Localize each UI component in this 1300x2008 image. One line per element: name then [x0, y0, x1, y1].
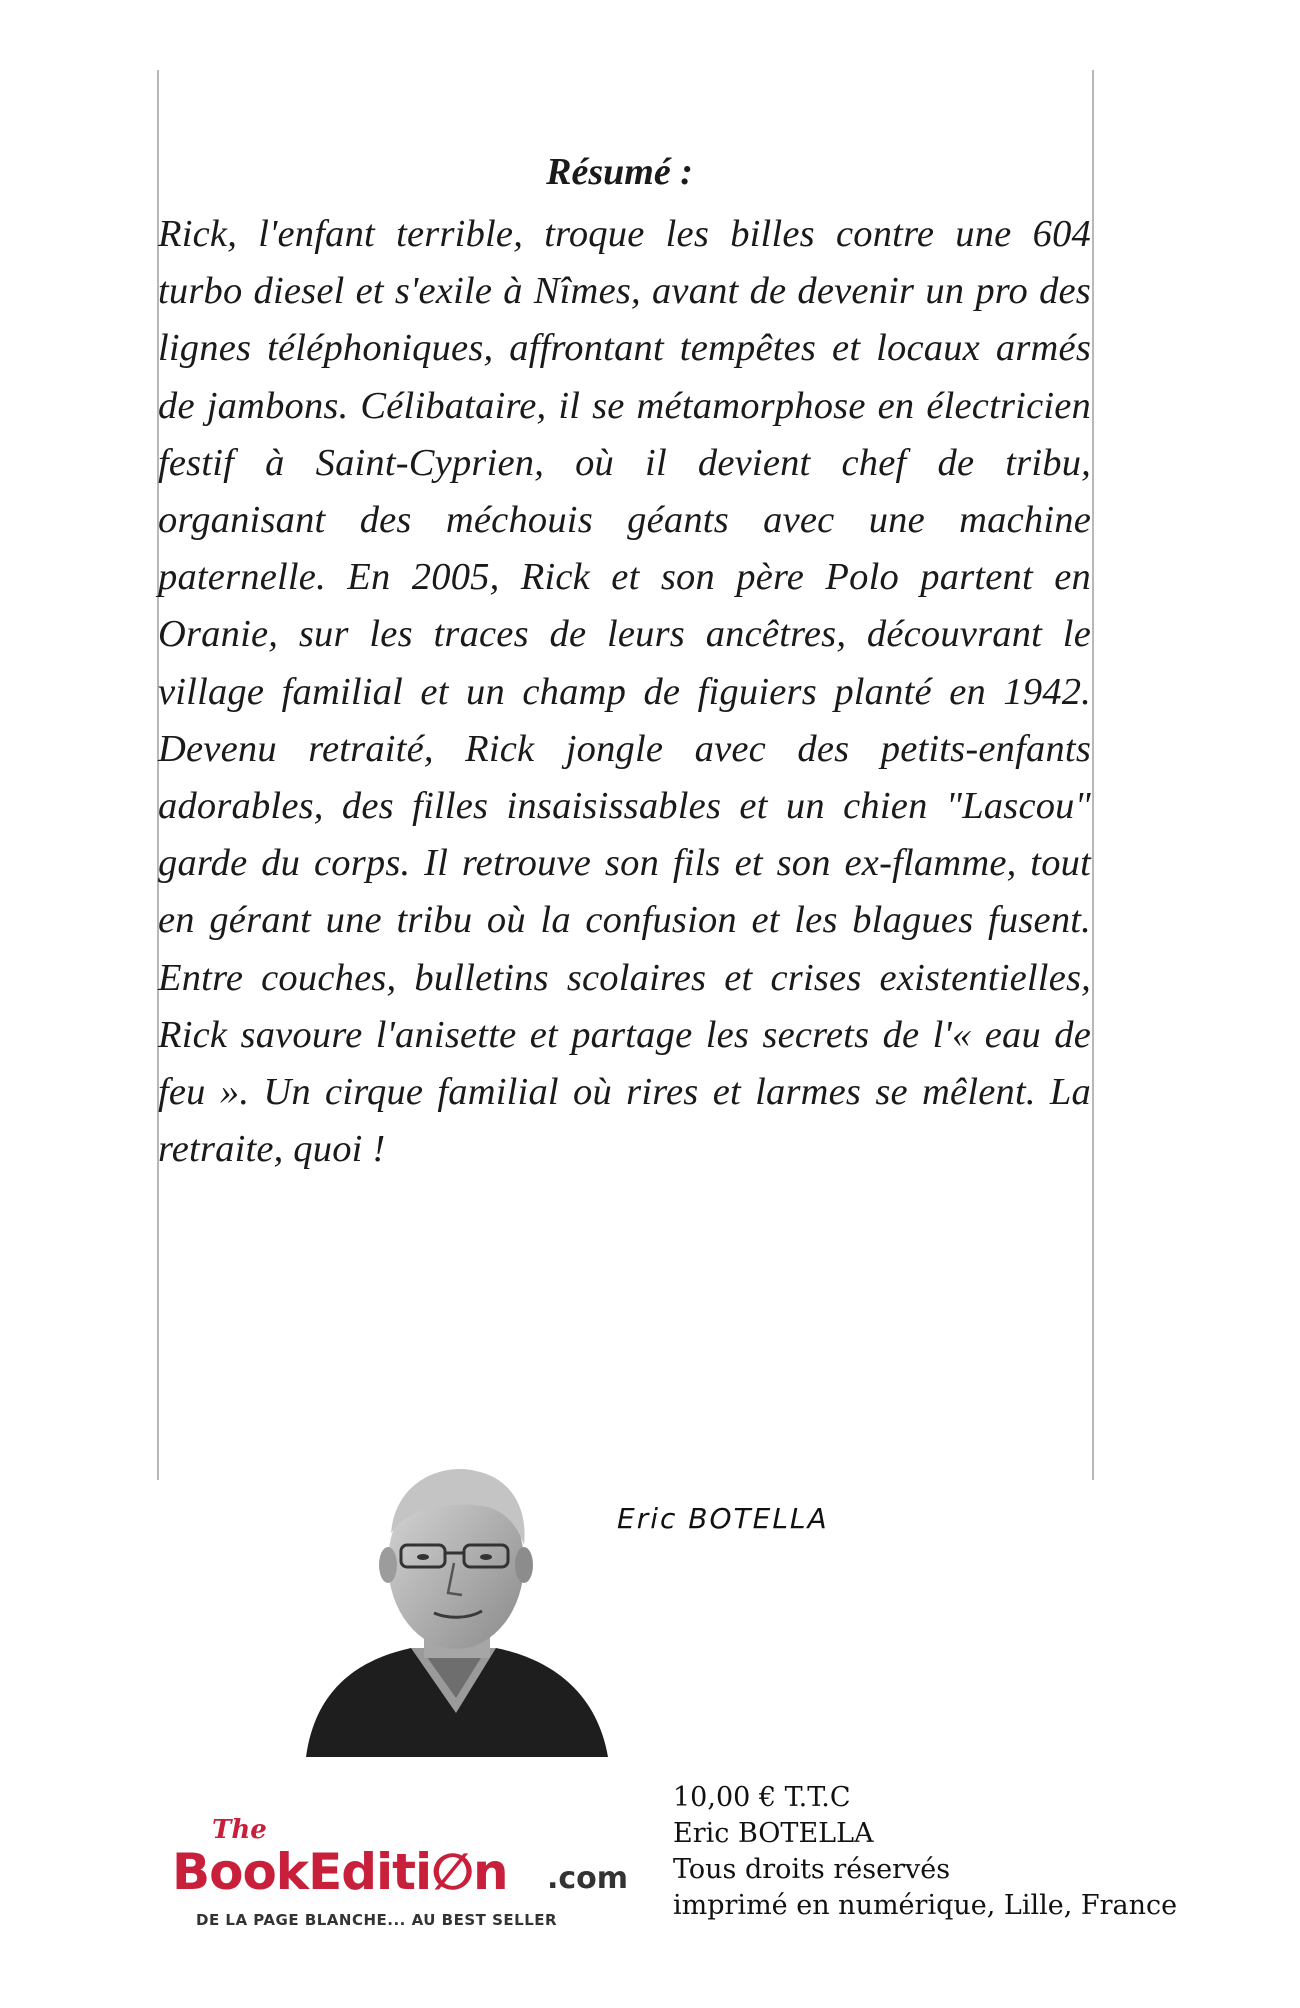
author-portrait-image — [296, 1453, 608, 1757]
colophon-block — [673, 1780, 1177, 1924]
summary-title: Résumé : — [546, 151, 693, 193]
printing-text: imprimé en numérique, Lille, France — [673, 1890, 1178, 1921]
logo-main-text: BookEditi∅n — [172, 1843, 508, 1901]
summary-section — [158, 150, 1091, 1178]
logo-the-text: The — [212, 1815, 267, 1845]
summary-text: Rick, l'enfant terrible, troque les billes contre une 604 turbo diesel et s'exile à Nîmes, avant de devenir un pro des lignes téléphoniques, affrontant tempêtes et locaux armés de jambons. Célibataire, il se métamorphose en électricien festif à Saint-Cyprien, où il devient chef de tribu, organisant des méchouis géants avec une machine paternelle. En 2005, Rick et son père Polo partent en Oranie, sur les traces de leurs ancêtres, découvrant le village familial et un champ de figuiers planté en 1942. Devenu retraité, Rick jongle avec des petits-enfants adorables, des filles insaisissables et un chien "Lascou" garde du corps. Il retrouve son fils et son ex-flamme, tout en gérant une tribu où la confusion et les blagues fusent. Entre couches, bulletins scolaires et crises existentielles, Rick savoure l'anisette et partage les secrets de l'« eau de feu ». Un cirque familial où rires et larmes se mêlent. La retraite, quoi ! — [158, 213, 1091, 1171]
publisher-logo — [172, 1815, 629, 1935]
logo-tagline: DE LA PAGE BLANCHE... AU BEST SELLER — [196, 1911, 558, 1929]
frame-right-rule — [1092, 70, 1094, 1480]
author-signature: Eric BOTELLA — [617, 1502, 829, 1535]
colophon-author: Eric BOTELLA — [673, 1818, 874, 1849]
rights-text: Tous droits réservés — [673, 1854, 951, 1885]
logo-com-text: .com — [547, 1861, 629, 1896]
price-text: 10,00 € T.T.C — [673, 1782, 851, 1813]
